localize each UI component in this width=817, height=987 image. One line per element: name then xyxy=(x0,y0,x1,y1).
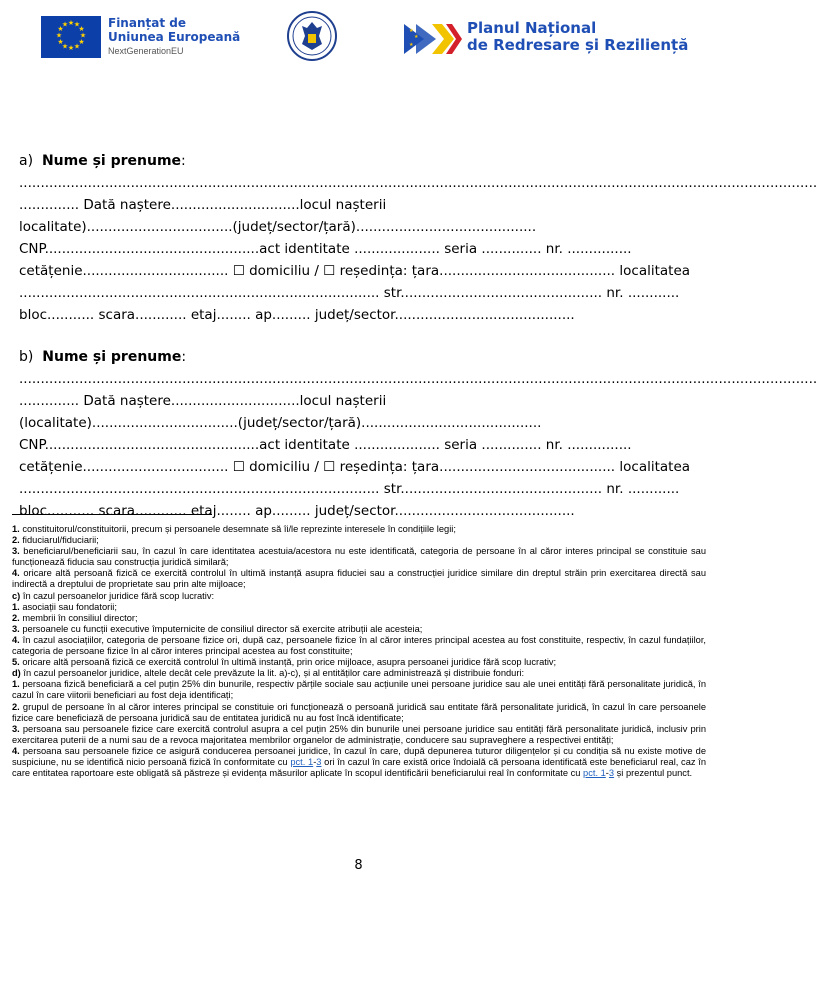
footnotes xyxy=(12,524,706,779)
footnote-item: 1. persoana fizică beneficiară a cel puțin 25% din bunurile, respectiv părțile sociale sau acțiunile unei persoane juridice sau ale unei entități fără personalitate juridică, în cazul în care viitorii beneficiari au fost deja identificați; xyxy=(12,679,706,701)
section-b-line-1[interactable]: .......................................................................................................................................................................................... xyxy=(19,371,817,387)
reference-link[interactable]: pct. 1 xyxy=(583,768,606,779)
svg-text:★: ★ xyxy=(57,25,64,33)
footnote-item: 1. constituitorul/constituitorii, precum și persoanele desemnate să îi/le reprezinte interesele în condițiile legii; xyxy=(12,524,456,534)
section-a-line-7[interactable]: bloc........... scara............ etaj........ ap......... județ/sector.......................................... xyxy=(19,307,575,323)
government-seal-logo xyxy=(286,10,338,62)
svg-text:★: ★ xyxy=(73,42,81,51)
eu-line-1: Finanțat de xyxy=(108,16,186,30)
svg-text:★: ★ xyxy=(409,28,414,34)
svg-text:★: ★ xyxy=(414,34,419,40)
section-b-label: b) xyxy=(19,349,34,365)
section-b-line-7[interactable]: bloc........... scara............ etaj........ ap......... județ/sector.......................................... xyxy=(19,503,575,519)
footnote-item: 5. oricare altă persoană fizică ce exercită controlul în ultimă instanță, prin orice mijloace, asupra persoanei juridice fără scop lucrativ; xyxy=(12,657,557,668)
section-a-line-2[interactable]: .............. Dată naștere..............................locul nașterii xyxy=(19,197,387,213)
footnote-item: 1. asociații sau fondatorii; xyxy=(12,601,117,612)
svg-text:★: ★ xyxy=(73,20,81,29)
svg-text:★: ★ xyxy=(78,25,85,33)
section-b-line-4[interactable]: CNP..................................................act identitate .................... seria .............. nr. ............... xyxy=(19,437,632,453)
pnrr-line-2: de Redresare și Reziliență xyxy=(467,36,689,54)
pnrr-logo xyxy=(402,16,462,62)
eu-flag-logo xyxy=(41,16,101,58)
pnrr-title xyxy=(467,20,688,54)
page-number: 8 xyxy=(354,858,363,873)
svg-text:★: ★ xyxy=(61,20,69,29)
reference-link[interactable]: 3 xyxy=(608,768,615,779)
eu-line-3: NextGenerationEU xyxy=(108,46,184,56)
section-a-line-1[interactable]: .......................................................................................................................................................................................... xyxy=(19,175,817,191)
page-header xyxy=(0,10,717,70)
section-a-line-6[interactable]: .................................................................................... str............................................... nr. ............ xyxy=(19,285,680,301)
svg-text:★: ★ xyxy=(78,38,85,46)
pnrr-line-1: Planul Național xyxy=(467,19,597,37)
section-a-heading: Nume și prenume xyxy=(41,153,182,169)
section-a-line-5[interactable]: cetățenie.................................. ☐ domiciliu / ☐ reședința: țara......................................... localitatea xyxy=(19,263,691,279)
svg-text:★: ★ xyxy=(61,42,69,51)
section-b-heading: Nume și prenume xyxy=(42,349,182,365)
person-details-form xyxy=(19,150,817,522)
section-a-label: a) xyxy=(19,153,34,169)
footnote-subheading-c: c) în cazul persoanelor juridice fără scop lucrativ: xyxy=(12,590,215,601)
footnote-item: 3. beneficiarul/beneficiarii sau, în cazul în care identitatea acestuia/acestora nu este identificată, categoria de persoane în al căror interes principal se constituie sau funcționează fiducia sau construcția juridică similară; xyxy=(12,546,706,568)
section-a-line-4[interactable]: CNP..................................................act identitate .................... seria .............. nr. ............... xyxy=(19,241,632,257)
footnote-item: 2. grupul de persoane în al căror interes principal se constituie ori funcționează o persoană juridică sau entitate fără personalitate juridică, în cazul în care persoanele fizice care beneficiază de persoana juridică sau de entitatea juridică nu au fost încă identificate; xyxy=(12,701,706,723)
section-b-line-6[interactable]: .................................................................................... str............................................... nr. ............ xyxy=(19,481,680,497)
svg-text:★: ★ xyxy=(67,19,75,27)
footnote-item: 2. fiduciarul/fiduciarii; xyxy=(12,535,99,546)
svg-text:★: ★ xyxy=(409,42,414,48)
footnote-subheading-d: d) în cazul persoanelor juridice, altele decât cele prevăzute la lit. a)-c), și al entităților care administrează și distribuie fonduri: xyxy=(12,668,525,679)
svg-text:★: ★ xyxy=(55,31,63,40)
section-b-line-3[interactable]: (localitate)..................................(județ/sector/țară).......................................... xyxy=(19,415,542,431)
footnote-item: 3. persoanele cu funcții executive împuternicite de consiliul director să exercite atribuții ale acesteia; xyxy=(12,623,423,634)
section-gap xyxy=(19,326,709,346)
reference-link[interactable]: pct. 1 xyxy=(290,756,314,767)
section-a-title: a) Nume și prenume: xyxy=(19,153,186,169)
section-b-line-5[interactable]: cetățenie.................................. ☐ domiciliu / ☐ reședința: țara......................................... localitatea xyxy=(19,459,691,475)
footnote-item: 2. membrii în consiliul director; xyxy=(12,612,138,623)
section-b-line-2[interactable]: .............. Dată naștere..............................locul nașterii xyxy=(19,393,387,409)
eu-line-2: Uniunea Europeană xyxy=(108,30,241,44)
reference-link[interactable]: 3 xyxy=(316,756,322,767)
eu-funding-text xyxy=(108,16,240,58)
section-b-title: b) Nume și prenume: xyxy=(19,349,187,365)
footnote-item: 4. oricare altă persoană fizică ce exercită controlul în ultimă instanță asupra fiduciei sau a construcției juridice similare din dreptul străin prin exercitarea directă sau indirectă a dreptului de proprietate sau prin alte mijloace; xyxy=(12,568,706,590)
svg-text:★: ★ xyxy=(79,31,87,40)
footnote-separator xyxy=(12,514,212,515)
footnote-item: 3. persoana sau persoanele fizice care exercită controlul asupra a cel puțin 25% din bunurile unei persoane juridice sau entități fără personalitate juridică, inclusiv prin exercitarea puterii de a numi sau de a revoca majoritatea membrilor organelor de administrație, conducere sau supraveghere a respectivei entități; xyxy=(12,723,706,745)
svg-text:★: ★ xyxy=(67,44,75,52)
footnote-item: 4. în cazul asociațiilor, categoria de persoane fizice ori, după caz, persoanele fizice în al căror interes principal acestea au fost constituite, respectiv, în cazul fundațiilor, categoria de persoane fizice în al căror interes principal acestea au fost constituite; xyxy=(12,634,706,657)
section-a-line-3[interactable]: localitate)..................................(județ/sector/țară).......................................... xyxy=(19,219,537,235)
svg-text:★: ★ xyxy=(57,38,64,46)
footnote-item: 4. persoana sau persoanele fizice ce asigură conducerea persoanei juridice, în cazul în care, după depunerea tuturor diligențelor și cu condiția să nu existe motive de suspiciune, nu se identifică nicio persoană fizică în conformitate cu pct. 1-3 ori în cazul în care există orice îndoială că persoana identificată este beneficiarul real, caz în care entitatea raportoare este obligată să păstreze și evidența măsurilor aplicate în scopul identificării beneficiarului real în conformitate cu pct. 1-3 și prezentul punct. xyxy=(12,745,706,779)
